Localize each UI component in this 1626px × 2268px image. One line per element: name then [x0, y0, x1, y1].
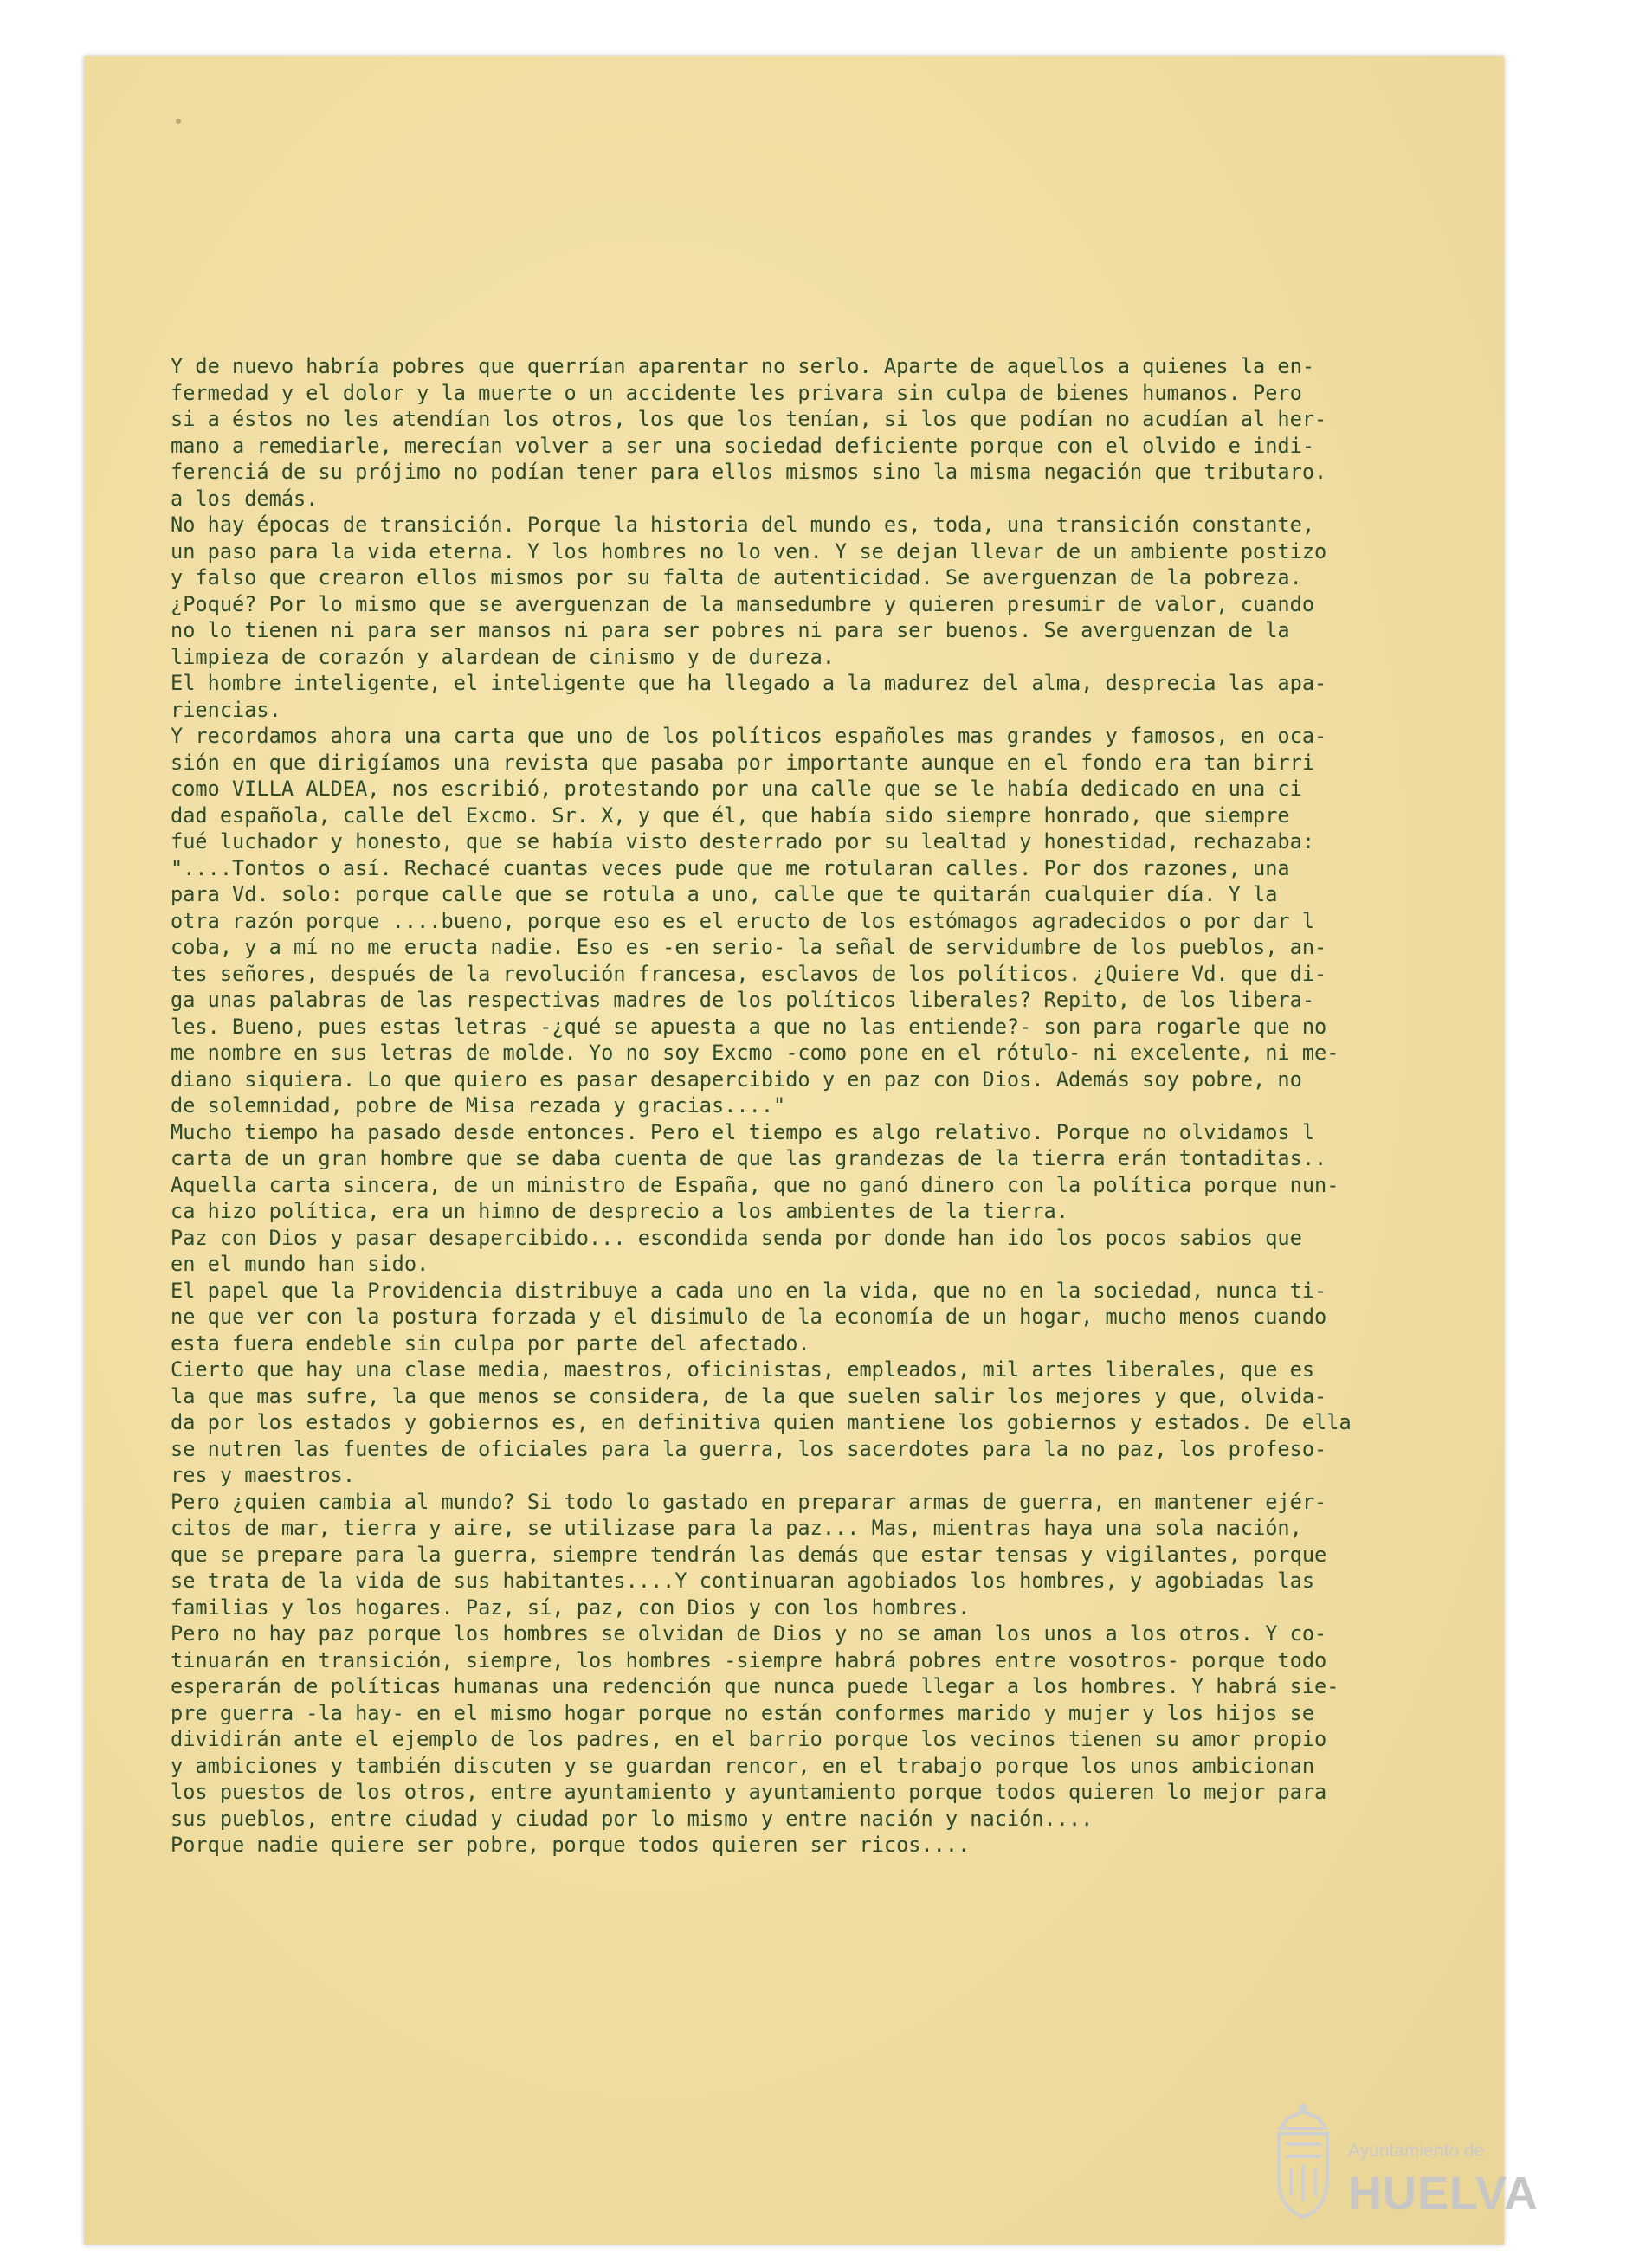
ayuntamiento-watermark	[1268, 2099, 1563, 2229]
watermark-small-text: Ayuntamiento de	[1348, 2141, 1485, 2161]
text-line: los puestos de los otros, entre ayuntamiento y ayuntamiento porque todos quieren lo mejor para	[171, 1780, 1327, 1804]
text-line: me nombre en sus letras de molde. Yo no soy Excmo -como pone en el rótulo- ni excelente, ni me-	[171, 1041, 1339, 1065]
text-line: si a éstos no les atendían los otros, los que los tenían, si los que podían no acudían al her-	[171, 407, 1327, 431]
text-line: res y maestros.	[171, 1463, 356, 1487]
text-line: fermedad y el dolor y la muerte o un accidente les privara sin culpa de bienes humanos. Pero	[171, 380, 1302, 405]
text-line: familias y los hogares. Paz, sí, paz, con Dios y con los hombres.	[171, 1595, 971, 1620]
text-line: No hay épocas de transición. Porque la historia del mundo es, toda, una transición constante,	[171, 512, 1315, 537]
watermark-big-text: HUELVA	[1348, 2168, 1539, 2220]
text-line: Porque nadie quiere ser pobre, porque todos quieren ser ricos....	[171, 1833, 971, 1857]
text-line: tinuarán en transición, siempre, los hombres -siempre habrá pobres entre vosotros- porque todo	[171, 1647, 1327, 1672]
text-line: ne que ver con la postura forzada y el disimulo de la economía de un hogar, mucho menos cuando	[171, 1305, 1327, 1329]
text-line: se nutren las fuentes de oficiales para la guerra, los sacerdotes para la no paz, los profeso-	[171, 1436, 1327, 1461]
text-line: a los demás.	[171, 486, 319, 511]
text-line: esperarán de políticas humanas una redención que nunca puede llegar a los hombres. Y habrá sie-	[171, 1674, 1339, 1698]
text-line: El hombre inteligente, el inteligente que ha llegado a la madurez del alma, desprecia las apa-	[171, 671, 1327, 695]
text-line: ca hizo política, era un himno de desprecio a los ambientes de la tierra.	[171, 1199, 1068, 1223]
text-line: Pero ¿quien cambia al mundo? Si todo lo gastado en preparar armas de guerra, en mantener ejér-	[171, 1489, 1327, 1514]
paper-speck	[176, 119, 181, 124]
text-line: ¿Poqué? Por lo mismo que se averguenzan de la mansedumbre y quieren presumir de valor, cuando	[171, 591, 1315, 616]
text-line: como VILLA ALDEA, nos escribió, protestando por una calle que se le había dedicado en una ci	[171, 776, 1302, 801]
text-line: en el mundo han sido.	[171, 1252, 429, 1276]
text-line: sión en que dirigíamos una revista que pasaba por importante aunque en el fondo era tan birri	[171, 750, 1315, 775]
text-line: Aquella carta sincera, de un ministro de España, que no ganó dinero con la política porque nun-	[171, 1172, 1339, 1197]
text-line: diano siquiera. Lo que quiero es pasar desapercibido y en paz con Dios. Además soy pobre, no	[171, 1066, 1302, 1092]
text-line: limpieza de corazón y alardean de cinismo y de dureza.	[171, 644, 836, 669]
city-shield-icon	[1268, 2099, 1338, 2220]
text-line: pre guerra -la hay- en el mismo hogar porque no están conformes marido y mujer y los hijos se	[171, 1700, 1315, 1725]
text-line: da por los estados y gobiernos es, en definitiva quien mantiene los gobiernos y estados. De ella	[171, 1410, 1352, 1434]
text-line: citos de mar, tierra y aire, se utilizase para la paz... Mas, mientras haya una sola nación,	[171, 1516, 1302, 1540]
text-line: ferenciá de su prójimo no podían tener para ellos mismos sino la misma negación que tributaro.	[171, 460, 1327, 484]
text-line: ga unas palabras de las respectivas madres de los políticos liberales? Repito, de los libera-	[171, 988, 1315, 1012]
text-line: la que mas sufre, la que menos se considera, de la que suelen salir los mejores y que, olvida-	[171, 1383, 1327, 1408]
text-line: Mucho tiempo ha pasado desde entonces. Pero el tiempo es algo relativo. Porque no olvidamos l	[171, 1119, 1315, 1144]
text-line: se trata de la vida de sus habitantes....Y continuaran agobiados los hombres, y agobiadas las	[171, 1569, 1315, 1593]
text-line: "....Tontos o así. Rechacé cuantas veces pude que me rotularan calles. Por dos razones, una	[171, 855, 1290, 880]
text-line: y falso que crearon ellos mismos por su falta de autenticidad. Se averguenzan de la pobreza.	[171, 565, 1302, 590]
text-line: fué luchador y honesto, que se había visto desterrado por su lealtad y honestidad, rechazaba:	[171, 829, 1315, 854]
text-line: no lo tienen ni para ser mansos ni para ser pobres ni para ser buenos. Se averguenzan de la	[171, 618, 1290, 642]
text-line: Y de nuevo habría pobres que querrían aparentar no serlo. Aparte de aquellos a quienes la en-	[171, 354, 1315, 378]
text-line: carta de un gran hombre que se daba cuenta de que las grandezas de la tierra erán tontaditas..	[171, 1146, 1327, 1170]
text-line: esta fuera endeble sin culpa por parte del afectado.	[171, 1331, 810, 1356]
text-line: y ambiciones y también discuten y se guardan rencor, en el trabajo porque los unos ambicionan	[171, 1753, 1315, 1778]
text-line: un paso para la vida eterna. Y los hombres no lo ven. Y se dejan llevar de un ambiente postizo	[171, 538, 1327, 564]
text-line: Y recordamos ahora una carta que uno de los políticos españoles mas grandes y famosos, en oca-	[171, 724, 1327, 748]
text-line: para Vd. solo: porque calle que se rotula a uno, calle que te quitarán cualquier día. Y la	[171, 882, 1278, 906]
text-line: El papel que la Providencia distribuye a cada uno en la vida, que no en la sociedad, nunca ti-	[171, 1278, 1327, 1303]
text-line: dividirán ante el ejemplo de los padres, en el barrio porque los vecinos tienen su amor propio	[171, 1727, 1327, 1751]
typewritten-text	[171, 353, 1513, 1859]
text-line: mano a remediarle, merecían volver a ser una sociedad deficiente porque con el olvido e indi-	[171, 433, 1315, 458]
text-line: Pero no hay paz porque los hombres se olvidan de Dios y no se aman los unos a los otros. Y co-	[171, 1621, 1327, 1646]
text-line: Cierto que hay una clase media, maestros, oficinistas, empleados, mil artes liberales, que es	[171, 1357, 1315, 1382]
text-line: riencias.	[171, 697, 281, 722]
text-line: que se prepare para la guerra, siempre tendrán las demás que estar tensas y vigilantes, porque	[171, 1542, 1327, 1567]
text-line: coba, y a mí no me eructa nadie. Eso es -en serio- la señal de servidumbre de los pueblos, an-	[171, 935, 1327, 959]
text-line: les. Bueno, pues estas letras -¿qué se apuesta a que no las entiende?- son para rogarle que no	[171, 1014, 1327, 1039]
text-line: dad española, calle del Excmo. Sr. X, y que él, que había sido siempre honrado, que siempre	[171, 802, 1290, 828]
text-line: otra razón porque ....bueno, porque eso es el eructo de los estómagos agradecidos o por dar l	[171, 908, 1315, 933]
text-line: de solemnidad, pobre de Misa rezada y gracias...."	[171, 1093, 786, 1118]
text-line: tes señores, después de la revolución francesa, esclavos de los políticos. ¿Quiere Vd. que di-	[171, 961, 1327, 986]
text-line: Paz con Dios y pasar desapercibido... escondida senda por donde han ido los pocos sabios que	[171, 1225, 1302, 1250]
text-line: sus pueblos, entre ciudad y ciudad por lo mismo y entre nación y nación....	[171, 1806, 1094, 1831]
